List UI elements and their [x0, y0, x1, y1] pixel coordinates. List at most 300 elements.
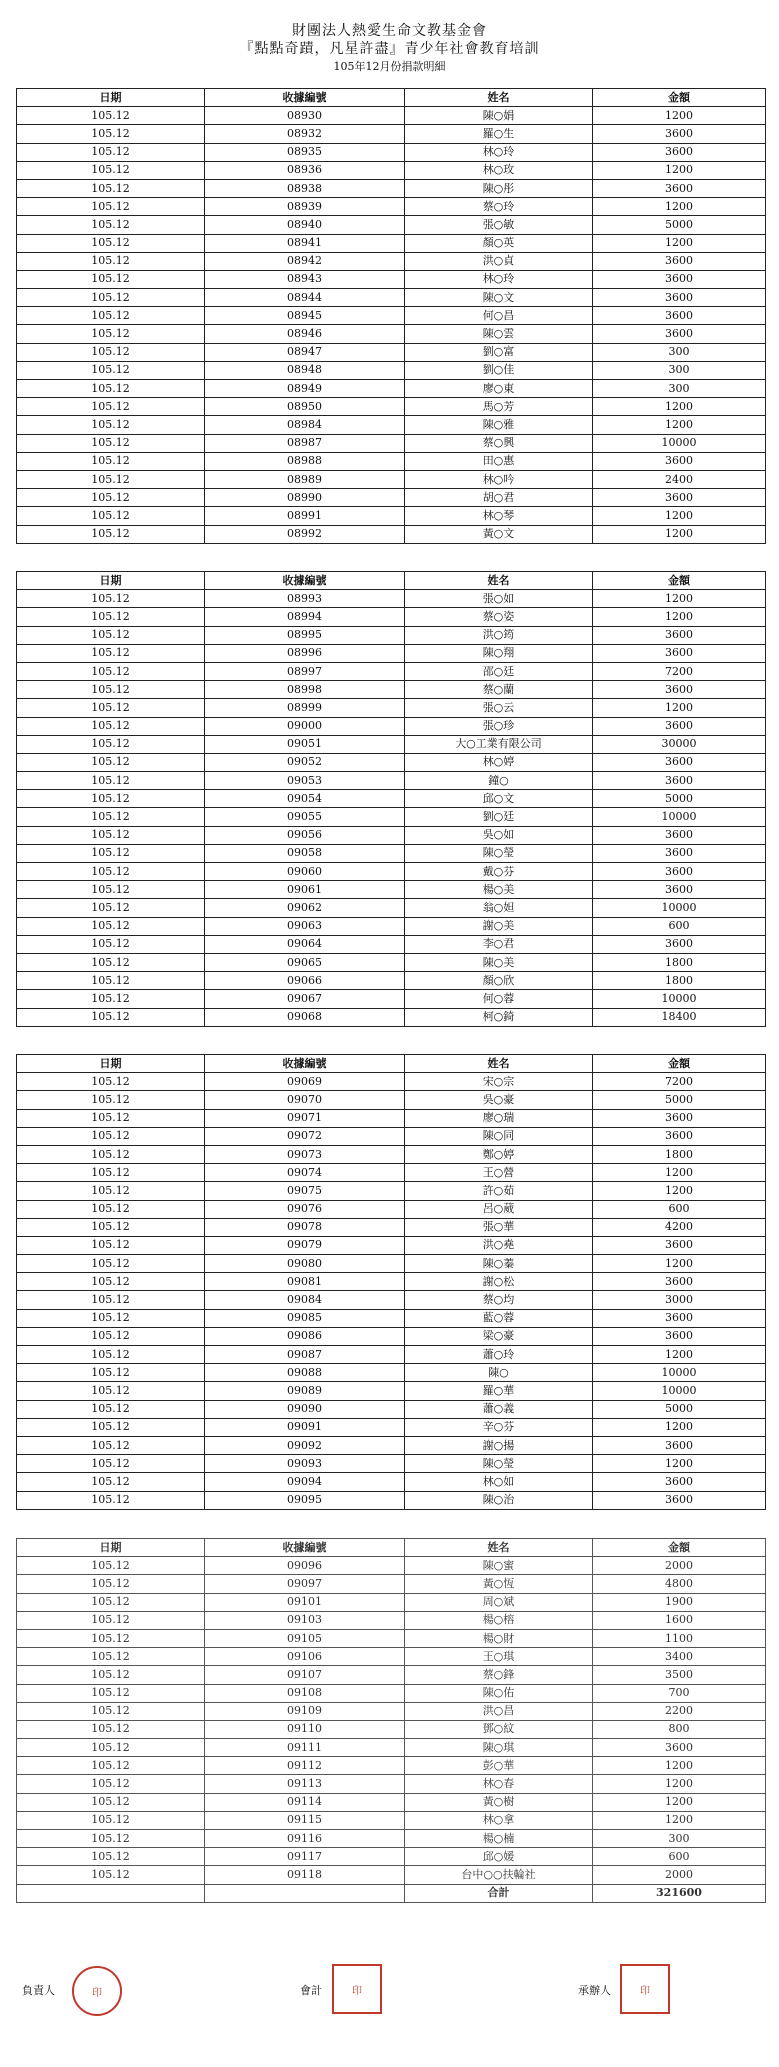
responsible-label: 負責人	[22, 1984, 55, 1997]
cell-receipt-number: 09084	[205, 1291, 405, 1309]
cell-amount: 2000	[593, 1866, 766, 1884]
table-row	[17, 990, 766, 1008]
cell-name: 梁○豪	[405, 1327, 593, 1345]
cell-receipt-number: 09052	[205, 753, 405, 771]
cell-receipt-number: 09091	[205, 1418, 405, 1436]
cell-date: 105.12	[17, 1455, 205, 1473]
table-row	[17, 662, 766, 680]
cell-name: 王○琪	[405, 1648, 593, 1666]
cell-receipt-number: 08946	[205, 325, 405, 343]
cell-name: 邵○廷	[405, 662, 593, 680]
cell-receipt-number: 09079	[205, 1236, 405, 1254]
cell-amount: 10000	[593, 808, 766, 826]
cell-amount: 1200	[593, 234, 766, 252]
table-row	[17, 717, 766, 735]
cell-receipt-number: 09081	[205, 1273, 405, 1291]
table-row	[17, 1273, 766, 1291]
cell-amount: 300	[593, 361, 766, 379]
table-row	[17, 608, 766, 626]
cell-receipt-number: 09116	[205, 1830, 405, 1848]
cell-date: 105.12	[17, 398, 205, 416]
cell-date: 105.12	[17, 1109, 205, 1127]
cell-name: 羅○華	[405, 1382, 593, 1400]
table-row	[17, 470, 766, 488]
table-row	[17, 1236, 766, 1254]
cell-date: 105.12	[17, 1436, 205, 1454]
cell-name: 田○惠	[405, 452, 593, 470]
table-row	[17, 899, 766, 917]
table-row	[17, 644, 766, 662]
cell-amount: 3600	[593, 1473, 766, 1491]
cell-date: 105.12	[17, 1418, 205, 1436]
cell-receipt-number: 09110	[205, 1720, 405, 1738]
cell-date: 105.12	[17, 307, 205, 325]
cell-receipt-number: 09061	[205, 881, 405, 899]
table-row	[17, 1593, 766, 1611]
donation-table-4	[16, 1538, 766, 1903]
cell-amount: 3600	[593, 125, 766, 143]
cell-date: 105.12	[17, 1648, 205, 1666]
cell-receipt-number: 09117	[205, 1848, 405, 1866]
total-row	[17, 1884, 766, 1902]
cell-receipt-number: 09096	[205, 1557, 405, 1575]
table-row	[17, 1702, 766, 1720]
cell-amount: 5000	[593, 216, 766, 234]
cell-receipt-number: 09076	[205, 1200, 405, 1218]
cell-amount: 3600	[593, 179, 766, 197]
cell-name: 謝○美	[405, 917, 593, 935]
cell-name: 辛○芬	[405, 1418, 593, 1436]
cell-date: 105.12	[17, 1775, 205, 1793]
table-row	[17, 1073, 766, 1091]
cell-amount: 3600	[593, 1236, 766, 1254]
cell-amount: 1200	[593, 1346, 766, 1364]
table-row	[17, 1793, 766, 1811]
cell-amount: 800	[593, 1720, 766, 1738]
table-header-row	[17, 572, 766, 590]
signature-area	[0, 1960, 779, 2040]
donation-table-3	[16, 1054, 766, 1510]
cell-receipt-number: 08947	[205, 343, 405, 361]
cell-amount: 600	[593, 1848, 766, 1866]
cell-date: 105.12	[17, 1593, 205, 1611]
cell-date: 105.12	[17, 1611, 205, 1629]
table-row	[17, 1848, 766, 1866]
cell-name: 王○營	[405, 1164, 593, 1182]
cell-amount: 300	[593, 1830, 766, 1848]
cell-receipt-number: 09095	[205, 1491, 405, 1509]
cell-amount: 300	[593, 343, 766, 361]
cell-amount: 10000	[593, 899, 766, 917]
table-row	[17, 953, 766, 971]
cell-date: 105.12	[17, 1473, 205, 1491]
cell-receipt-number: 09114	[205, 1793, 405, 1811]
column-header-amount: 金額	[593, 572, 766, 590]
cell-date: 105.12	[17, 844, 205, 862]
cell-name: 林○春	[405, 1775, 593, 1793]
table-row	[17, 452, 766, 470]
cell-name: 張○珍	[405, 717, 593, 735]
cell-receipt-number: 09072	[205, 1127, 405, 1145]
cell-date: 105.12	[17, 161, 205, 179]
cell-date: 105.12	[17, 252, 205, 270]
cell-date: 105.12	[17, 772, 205, 790]
total-value: 321600	[593, 1884, 766, 1902]
column-header-date: 日期	[17, 1055, 205, 1073]
cell-date: 105.12	[17, 863, 205, 881]
cell-date: 105.12	[17, 125, 205, 143]
column-header-name: 姓名	[405, 1539, 593, 1557]
cell-date: 105.12	[17, 1182, 205, 1200]
cell-name: 蕭○義	[405, 1400, 593, 1418]
cell-name: 陳○文	[405, 289, 593, 307]
table-row	[17, 972, 766, 990]
cell-receipt-number: 09078	[205, 1218, 405, 1236]
cell-receipt-number: 08990	[205, 489, 405, 507]
table-row	[17, 343, 766, 361]
cell-receipt-number: 08996	[205, 644, 405, 662]
cell-date: 105.12	[17, 289, 205, 307]
table-row	[17, 1491, 766, 1509]
table-header-row	[17, 1055, 766, 1073]
cell-amount: 5000	[593, 1091, 766, 1109]
cell-date: 105.12	[17, 343, 205, 361]
cell-amount: 10000	[593, 1364, 766, 1382]
cell-amount: 1200	[593, 416, 766, 434]
table-row	[17, 179, 766, 197]
cell-amount: 2000	[593, 1557, 766, 1575]
cell-name: 何○昌	[405, 307, 593, 325]
table-row	[17, 1309, 766, 1327]
cell-amount: 1200	[593, 107, 766, 125]
cell-date: 105.12	[17, 1218, 205, 1236]
cell-date: 105.12	[17, 234, 205, 252]
cell-receipt-number: 09068	[205, 1008, 405, 1026]
cell-receipt-number: 08991	[205, 507, 405, 525]
cell-name: 陳○琪	[405, 1739, 593, 1757]
table-row	[17, 216, 766, 234]
cell-name: 洪○堯	[405, 1236, 593, 1254]
table-row	[17, 772, 766, 790]
cell-date: 105.12	[17, 1400, 205, 1418]
cell-receipt-number: 09118	[205, 1866, 405, 1884]
table-row	[17, 881, 766, 899]
column-header-date: 日期	[17, 572, 205, 590]
handler-seal-icon: 印	[620, 1964, 670, 2014]
cell-amount: 3600	[593, 681, 766, 699]
column-header-amount: 金額	[593, 1055, 766, 1073]
cell-date: 105.12	[17, 179, 205, 197]
cell-amount: 30000	[593, 735, 766, 753]
cell-amount: 1200	[593, 1182, 766, 1200]
cell-name: 何○蓉	[405, 990, 593, 1008]
cell-date: 105.12	[17, 1866, 205, 1884]
cell-amount: 3600	[593, 1739, 766, 1757]
cell-name: 廖○瑞	[405, 1109, 593, 1127]
cell-receipt-number: 08949	[205, 380, 405, 398]
cell-amount: 3000	[593, 1291, 766, 1309]
cell-amount: 1200	[593, 507, 766, 525]
cell-name: 藍○蓉	[405, 1309, 593, 1327]
table-row	[17, 863, 766, 881]
cell-name: 陳○蓁	[405, 1255, 593, 1273]
cell-name: 謝○揚	[405, 1436, 593, 1454]
cell-name: 洪○筠	[405, 626, 593, 644]
cell-date: 105.12	[17, 1830, 205, 1848]
cell-receipt-number: 09066	[205, 972, 405, 990]
cell-name: 張○云	[405, 699, 593, 717]
table-row	[17, 252, 766, 270]
cell-name: 吳○豪	[405, 1091, 593, 1109]
cell-receipt-number: 08992	[205, 525, 405, 543]
cell-date: 105.12	[17, 935, 205, 953]
total-empty-cell	[205, 1884, 405, 1902]
cell-receipt-number: 09065	[205, 953, 405, 971]
cell-amount: 1200	[593, 590, 766, 608]
cell-receipt-number: 08989	[205, 470, 405, 488]
cell-receipt-number: 09053	[205, 772, 405, 790]
table-row	[17, 525, 766, 543]
cell-receipt-number: 09088	[205, 1364, 405, 1382]
cell-date: 105.12	[17, 1720, 205, 1738]
cell-receipt-number: 09056	[205, 826, 405, 844]
cell-amount: 3600	[593, 1127, 766, 1145]
cell-name: 陳○雅	[405, 416, 593, 434]
cell-receipt-number: 08932	[205, 125, 405, 143]
cell-amount: 3400	[593, 1648, 766, 1666]
cell-name: 蔡○興	[405, 434, 593, 452]
cell-date: 105.12	[17, 380, 205, 398]
cell-amount: 3600	[593, 844, 766, 862]
table-row	[17, 1418, 766, 1436]
cell-date: 105.12	[17, 1739, 205, 1757]
cell-name: 陳○美	[405, 953, 593, 971]
cell-name: 林○琴	[405, 507, 593, 525]
cell-amount: 300	[593, 380, 766, 398]
cell-name: 蔡○均	[405, 1291, 593, 1309]
cell-name: 大○工業有限公司	[405, 735, 593, 753]
cell-name: 林○拿	[405, 1811, 593, 1829]
cell-name: 鄭○婷	[405, 1145, 593, 1163]
cell-name: 蔡○姿	[405, 608, 593, 626]
cell-date: 105.12	[17, 452, 205, 470]
cell-name: 劉○佳	[405, 361, 593, 379]
cell-amount: 3600	[593, 753, 766, 771]
cell-date: 105.12	[17, 881, 205, 899]
cell-name: 顏○英	[405, 234, 593, 252]
cell-receipt-number: 08943	[205, 270, 405, 288]
cell-name: 洪○昌	[405, 1702, 593, 1720]
program-title: 『點點奇蹟，凡星許盡』青少年社會教育培訓	[239, 41, 540, 57]
cell-date: 105.12	[17, 325, 205, 343]
cell-name: 羅○生	[405, 125, 593, 143]
cell-name: 劉○廷	[405, 808, 593, 826]
table-row	[17, 416, 766, 434]
cell-receipt-number: 08994	[205, 608, 405, 626]
table-row	[17, 1182, 766, 1200]
cell-date: 105.12	[17, 644, 205, 662]
cell-date: 105.12	[17, 1145, 205, 1163]
cell-name: 陳○蜜	[405, 1557, 593, 1575]
table-row	[17, 826, 766, 844]
cell-receipt-number: 09073	[205, 1145, 405, 1163]
table-row	[17, 198, 766, 216]
table-row	[17, 307, 766, 325]
cell-receipt-number: 09058	[205, 844, 405, 862]
cell-amount: 3600	[593, 325, 766, 343]
cell-receipt-number: 09111	[205, 1739, 405, 1757]
cell-receipt-number: 09103	[205, 1611, 405, 1629]
table-row	[17, 1291, 766, 1309]
table-row	[17, 289, 766, 307]
cell-amount: 3600	[593, 1327, 766, 1345]
cell-date: 105.12	[17, 626, 205, 644]
table-row	[17, 1109, 766, 1127]
table-row	[17, 161, 766, 179]
table-row	[17, 434, 766, 452]
table-row	[17, 107, 766, 125]
document-header	[0, 22, 779, 76]
cell-receipt-number: 09101	[205, 1593, 405, 1611]
cell-name: 陳○彤	[405, 179, 593, 197]
cell-amount: 1200	[593, 699, 766, 717]
cell-receipt-number: 09115	[205, 1811, 405, 1829]
table-row	[17, 808, 766, 826]
table-row	[17, 1866, 766, 1884]
cell-name: 黃○樹	[405, 1793, 593, 1811]
table-header-row	[17, 89, 766, 107]
cell-name: 陳○娟	[405, 107, 593, 125]
cell-amount: 3600	[593, 1491, 766, 1509]
table-row	[17, 1008, 766, 1026]
cell-amount: 18400	[593, 1008, 766, 1026]
cell-amount: 1200	[593, 161, 766, 179]
cell-receipt-number: 09113	[205, 1775, 405, 1793]
cell-date: 105.12	[17, 198, 205, 216]
cell-receipt-number: 09107	[205, 1666, 405, 1684]
cell-date: 105.12	[17, 1491, 205, 1509]
accounting-label: 會計	[300, 1984, 322, 1997]
cell-amount: 1200	[593, 1455, 766, 1473]
cell-name: 楊○財	[405, 1629, 593, 1647]
cell-name: 鄧○紋	[405, 1720, 593, 1738]
handler-label: 承辦人	[578, 1984, 611, 1997]
cell-name: 陳○治	[405, 1491, 593, 1509]
cell-date: 105.12	[17, 216, 205, 234]
cell-amount: 1200	[593, 1793, 766, 1811]
cell-date: 105.12	[17, 1666, 205, 1684]
cell-receipt-number: 09080	[205, 1255, 405, 1273]
cell-amount: 1200	[593, 198, 766, 216]
cell-receipt-number: 09087	[205, 1346, 405, 1364]
cell-date: 105.12	[17, 1091, 205, 1109]
cell-date: 105.12	[17, 608, 205, 626]
table-row	[17, 507, 766, 525]
cell-name: 林○如	[405, 1473, 593, 1491]
column-header-date: 日期	[17, 89, 205, 107]
table-row	[17, 1666, 766, 1684]
cell-receipt-number: 09105	[205, 1629, 405, 1647]
cell-receipt-number: 09112	[205, 1757, 405, 1775]
cell-receipt-number: 09093	[205, 1455, 405, 1473]
cell-date: 105.12	[17, 143, 205, 161]
cell-name: 楊○美	[405, 881, 593, 899]
cell-date: 105.12	[17, 416, 205, 434]
cell-date: 105.12	[17, 717, 205, 735]
cell-amount: 3600	[593, 1273, 766, 1291]
cell-date: 105.12	[17, 1127, 205, 1145]
table-row	[17, 1757, 766, 1775]
cell-name: 廖○東	[405, 380, 593, 398]
cell-receipt-number: 08997	[205, 662, 405, 680]
cell-date: 105.12	[17, 434, 205, 452]
cell-amount: 1200	[593, 1757, 766, 1775]
cell-receipt-number: 08936	[205, 161, 405, 179]
column-header-receipt: 收據編號	[205, 89, 405, 107]
cell-receipt-number: 08995	[205, 626, 405, 644]
table-row	[17, 590, 766, 608]
cell-date: 105.12	[17, 1811, 205, 1829]
cell-amount: 3600	[593, 772, 766, 790]
table-row	[17, 681, 766, 699]
table-row	[17, 361, 766, 379]
cell-name: 蔡○蘭	[405, 681, 593, 699]
cell-amount: 3600	[593, 270, 766, 288]
table-row	[17, 1739, 766, 1757]
table-row	[17, 1127, 766, 1145]
cell-amount: 1200	[593, 1164, 766, 1182]
cell-receipt-number: 09071	[205, 1109, 405, 1127]
cell-name: 呂○葳	[405, 1200, 593, 1218]
cell-receipt-number: 09063	[205, 917, 405, 935]
cell-date: 105.12	[17, 899, 205, 917]
cell-amount: 4800	[593, 1575, 766, 1593]
cell-amount: 3600	[593, 1309, 766, 1327]
cell-amount: 3600	[593, 1109, 766, 1127]
cell-name: 謝○松	[405, 1273, 593, 1291]
table-row	[17, 917, 766, 935]
cell-amount: 3600	[593, 1436, 766, 1454]
cell-name: 馬○芳	[405, 398, 593, 416]
cell-receipt-number: 08939	[205, 198, 405, 216]
cell-amount: 5000	[593, 790, 766, 808]
column-header-name: 姓名	[405, 1055, 593, 1073]
cell-amount: 700	[593, 1684, 766, 1702]
table-row	[17, 398, 766, 416]
cell-receipt-number: 08940	[205, 216, 405, 234]
cell-name: 許○茹	[405, 1182, 593, 1200]
cell-name: 劉○富	[405, 343, 593, 361]
table-row	[17, 935, 766, 953]
cell-receipt-number: 08944	[205, 289, 405, 307]
cell-amount: 3600	[593, 143, 766, 161]
table-row	[17, 1400, 766, 1418]
cell-receipt-number: 09094	[205, 1473, 405, 1491]
cell-date: 105.12	[17, 507, 205, 525]
cell-name: 張○如	[405, 590, 593, 608]
cell-amount: 1100	[593, 1629, 766, 1647]
donation-table-2	[16, 571, 766, 1027]
cell-amount: 3600	[593, 452, 766, 470]
cell-receipt-number: 09097	[205, 1575, 405, 1593]
table-row	[17, 380, 766, 398]
cell-name: 黃○文	[405, 525, 593, 543]
cell-date: 105.12	[17, 662, 205, 680]
cell-receipt-number: 08948	[205, 361, 405, 379]
cell-date: 105.12	[17, 699, 205, 717]
cell-date: 105.12	[17, 1575, 205, 1593]
cell-receipt-number: 08938	[205, 179, 405, 197]
